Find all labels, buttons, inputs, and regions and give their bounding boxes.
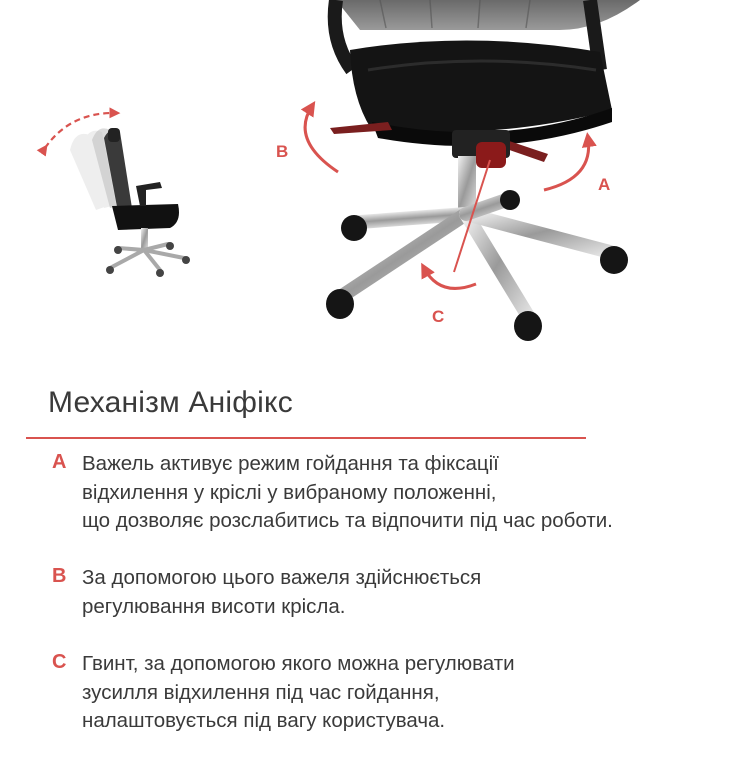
- feature-line: що дозволяє розслабитись та відпочити під час роботи.: [82, 509, 613, 532]
- headrest: [108, 128, 120, 142]
- arrow-a: [544, 138, 589, 190]
- feature-c: [48, 650, 740, 736]
- seat-cushion: [350, 40, 612, 132]
- chair-closeup: [326, 0, 640, 341]
- tilt-chair-thumbnail: [45, 113, 190, 277]
- feature-b: [48, 564, 740, 621]
- tension-knob: [476, 142, 506, 168]
- callout-b: B: [276, 142, 289, 161]
- product-illustration: [0, 0, 740, 360]
- feature-line: відхилення у кріслі у вибраному положенні,: [82, 480, 497, 504]
- arrow-c: [424, 268, 476, 288]
- feature-line: Гвинт, за допомогою якого можна регулювати: [82, 652, 515, 675]
- feature-description: [82, 450, 740, 536]
- seat: [112, 204, 179, 230]
- feature-line: налаштовується під вагу користувача.: [82, 709, 446, 732]
- feature-letter: B: [52, 565, 67, 587]
- gas-lift-cylinder: [458, 156, 476, 212]
- feature-a: [48, 450, 740, 536]
- armrest: [136, 182, 162, 206]
- feature-line: За допомогою цього важеля здійснюється: [82, 566, 482, 589]
- star-base: [342, 198, 610, 316]
- feature-line: Важель активує режим гойдання та фіксації: [82, 452, 499, 475]
- callout-c: C: [432, 307, 445, 326]
- arrow-b: [305, 106, 338, 172]
- feature-line: зусилля відхилення під час гойдання,: [82, 680, 440, 704]
- gas-lift: [141, 228, 148, 250]
- feature-letter: C: [52, 651, 67, 673]
- feature-line: регулювання висоти крісла.: [82, 594, 346, 618]
- callout-a: A: [598, 175, 611, 194]
- title-divider: [26, 437, 586, 439]
- feature-description: [82, 650, 740, 736]
- feature-description: [82, 564, 740, 621]
- section-title: Механізм Аніфікс: [48, 386, 293, 419]
- feature-letter: A: [52, 451, 67, 473]
